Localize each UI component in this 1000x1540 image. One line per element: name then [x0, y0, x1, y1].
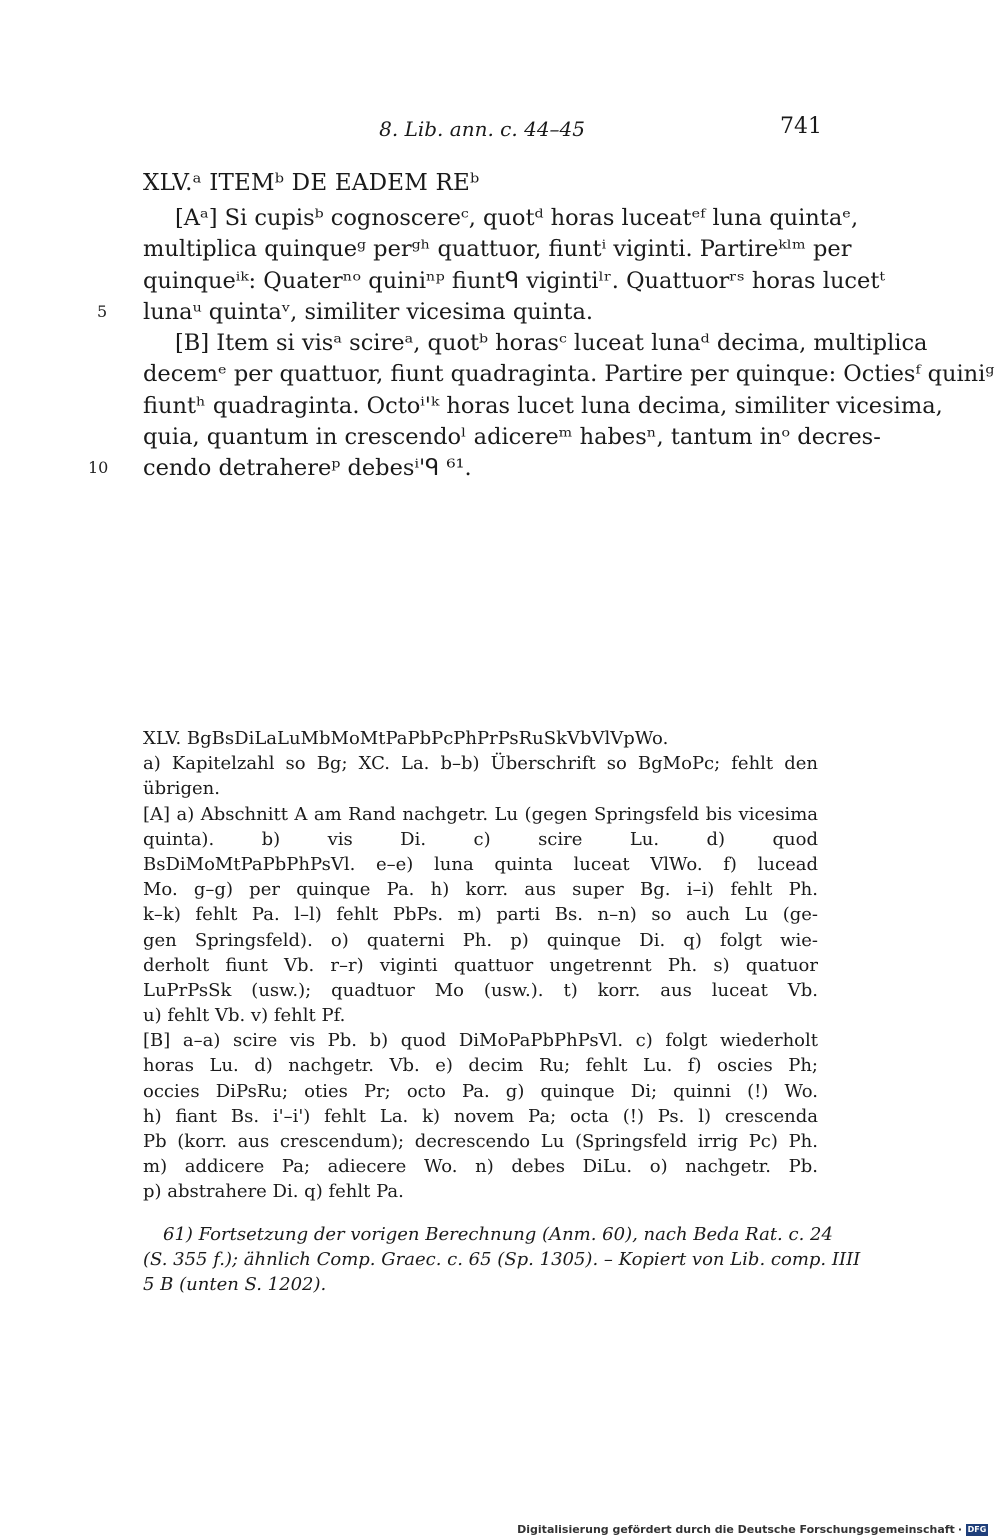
apparatus-line: a) Kapitelzahl so Bg; XC. La. b–b) Überschrift so BgMoPc; fehlt den [143, 753, 818, 775]
line-number-5: 5 [97, 302, 108, 321]
apparatus-line: quinta). b) vis Di. c) scire Lu. d) quod [143, 828, 818, 850]
apparatus-line: occies DiPsRu; oties Pr; octo Pa. g) quinque Di; quinni (!) Wo. [143, 1080, 818, 1102]
apparatus-line: k–k) fehlt Pa. l–l) fehlt PbPs. m) parti Bs. n–n) so auch Lu (ge- [143, 904, 818, 926]
running-title: 8. Lib. ann. c. 44–45 [379, 117, 585, 141]
apparatus-line: [B] a–a) scire vis Pb. b) quod DiMoPaPbPhPsVl. c) folgt wiederholt [143, 1030, 818, 1052]
chapter-heading: XLV.ᵃ ITEMᵇ DE EADEM REᵇ [143, 170, 480, 196]
footnote-line: (S. 355 f.); ähnlich Comp. Graec. c. 65 (Sp. 1305). – Kopiert von Lib. comp. IIII [143, 1249, 861, 1271]
footnote-line: 5 B (unten S. 1202). [143, 1274, 327, 1296]
main-text-line: fiuntʰ quadraginta. Octoⁱ'ᵏ horas lucet luna decima, similiter vicesima, [143, 392, 943, 419]
page-number: 741 [780, 114, 822, 139]
apparatus-line: Pb (korr. aus crescendum); decrescendo Lu (Springsfeld irrig Pc) Ph. [143, 1131, 818, 1152]
apparatus-line: LuPrPsSk (usw.); quadtuor Mo (usw.). t) korr. aus luceat Vb. [143, 979, 818, 1001]
critical-apparatus [143, 726, 818, 1205]
main-text-line: quia, quantum in crescendoˡ adicereᵐ habesⁿ, tantum inᵒ decres- [143, 424, 881, 451]
apparatus-line: Mo. g–g) per quinque Pa. h) korr. aus super Bg. i–i) fehlt Ph. [143, 879, 818, 901]
apparatus-line: BsDiMoMtPaPbPhPsVl. e–e) luna quinta luceat VlWo. f) lucead [143, 853, 818, 875]
main-text-line: cendo detrahereᵖ debesⁱ'ᑫ ⁶¹. [143, 455, 472, 482]
main-text-line: [Aᵃ] Si cupisᵇ cognoscereᶜ, quotᵈ horas luceatᵉᶠ luna quintaᵉ, [175, 205, 859, 231]
credit-text: Digitalisierung gefördert durch die Deutsche Forschungsgemeinschaft [517, 1523, 955, 1536]
dfg-logo-icon: DFG [967, 1524, 987, 1534]
apparatus-line: gen Springsfeld). o) quaterni Ph. p) quinque Di. q) folgt wie- [143, 929, 818, 951]
apparatus-line: m) addicere Pa; adiecere Wo. n) debes DiLu. o) nachgetr. Pb. [143, 1156, 818, 1178]
apparatus-line: übrigen. [143, 778, 220, 800]
main-text-line: decemᵉ per quattuor, fiunt quadraginta. Partire per quinque: Octiesᶠ quiniᵍ [143, 361, 995, 388]
apparatus-line: [A] a) Abschnitt A am Rand nachgetr. Lu (gegen Springsfeld bis vicesima [143, 803, 818, 825]
funding-credit [517, 1523, 988, 1536]
apparatus-line: XLV. BgBsDiLaLuMbMoMtPaPbPcPhPrPsRuSkVbVlVpWo. [143, 728, 669, 749]
apparatus-line: derholt fiunt Vb. r–r) viginti quattuor ungetrennt Ph. s) quatuor [143, 954, 818, 976]
apparatus-line: h) fiant Bs. i'–i') fehlt La. k) novem Pa; octa (!) Ps. l) crescenda [143, 1105, 818, 1127]
main-text-line: quinqueⁱᵏ: Quaterⁿᵒ quiniⁿᵖ fiuntᑫ vigintiˡʳ. Quattuorʳˢ horas lucetᵗ [143, 267, 885, 294]
main-text [143, 203, 995, 485]
main-text-line: multiplica quinqueᵍ perᵍʰ quattuor, fiuntⁱ viginti. Partireᵏˡᵐ per [143, 236, 852, 263]
line-number-10: 10 [88, 458, 109, 477]
apparatus-line: horas Lu. d) nachgetr. Vb. e) decim Ru; fehlt Lu. f) oscies Ph; [143, 1055, 818, 1077]
credit-separator: · [957, 1523, 962, 1536]
main-text-line: lunaᵘ quintaᵛ, similiter vicesima quinta. [143, 298, 594, 325]
footnote-line: 61) Fortsetzung der vorigen Berechnung (Anm. 60), nach Beda Rat. c. 24 [163, 1224, 833, 1245]
main-text-line: [B] Item si visᵃ scireᵃ, quotᵇ horasᶜ luceat lunaᵈ decima, multiplica [175, 330, 928, 357]
apparatus-line: u) fehlt Vb. v) fehlt Pf. [143, 1005, 346, 1027]
apparatus-line: p) abstrahere Di. q) fehlt Pa. [143, 1181, 404, 1203]
footnote-61 [143, 1222, 861, 1298]
